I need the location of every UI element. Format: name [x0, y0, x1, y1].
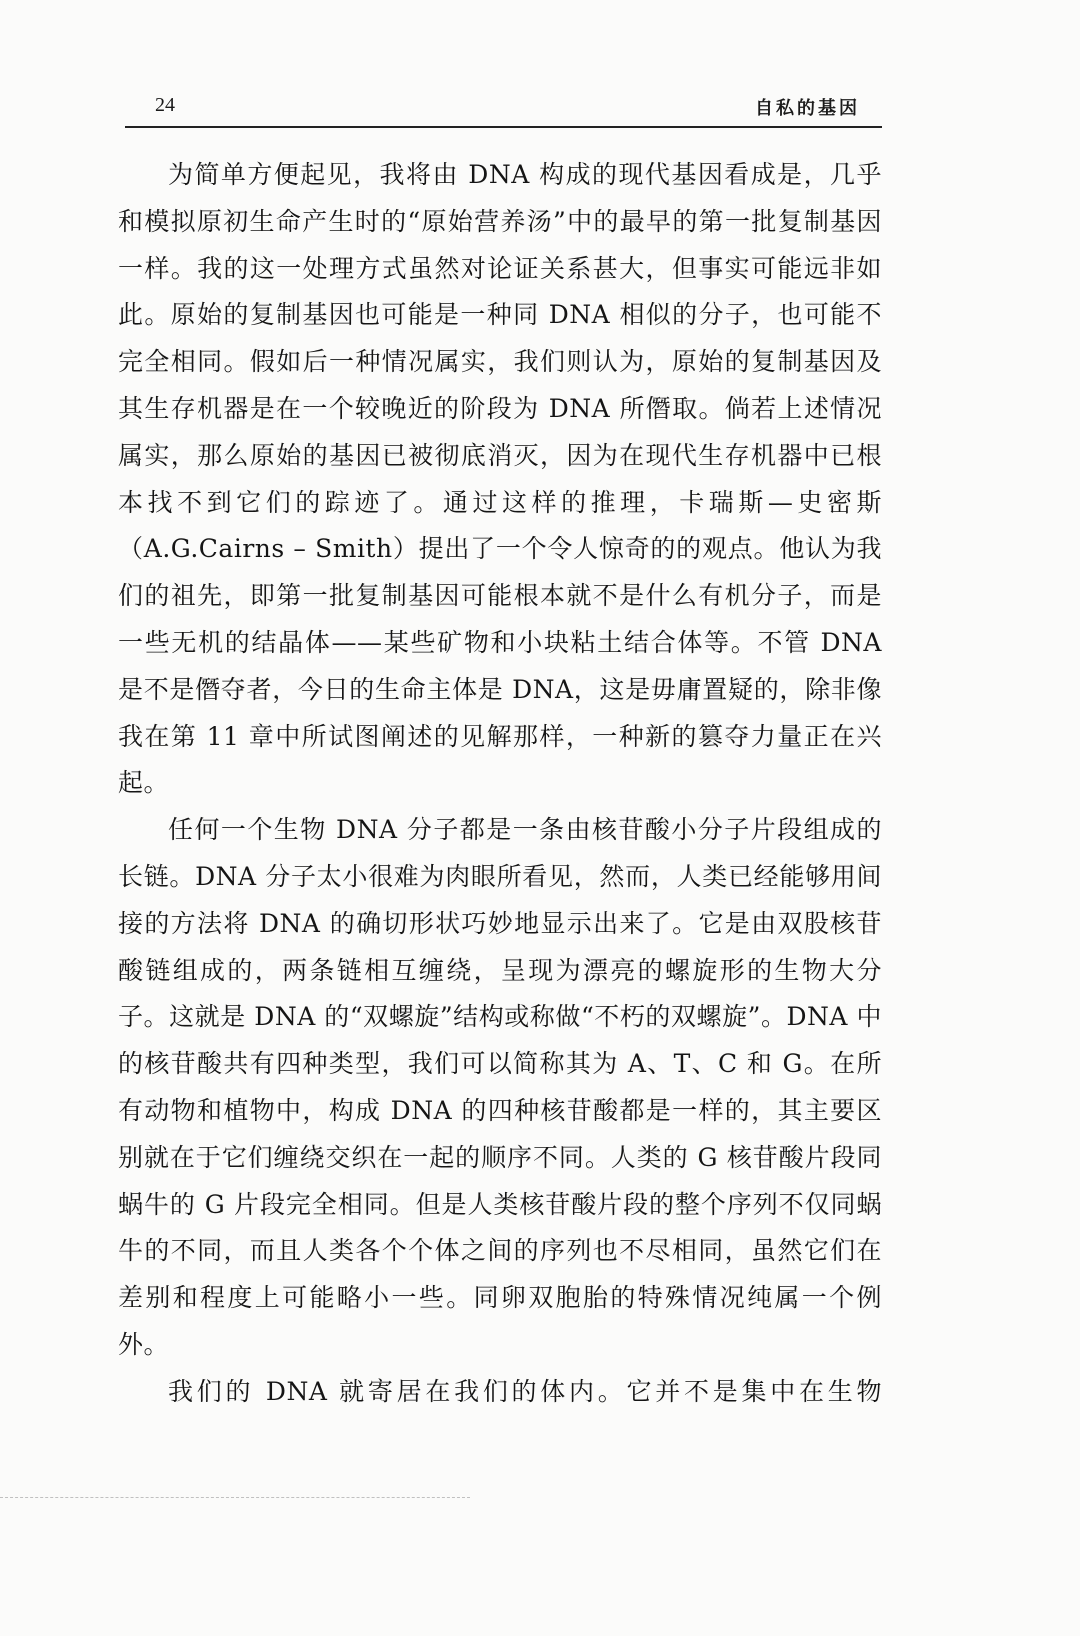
page-header: [125, 88, 880, 128]
paragraph-1: 为简单方便起见，我将由 DNA 构成的现代基因看成是，几乎和模拟原初生命产生时的“原始营养汤”中的最早的第一批复制基因一样。我的这一处理方式虽然对论证关系甚大，但事实可能远非如此。原始的复制基因也可能是一种同 DNA 相似的分子，也可能不完全相同。假如后一种情况属实，我们则认为，原始的复制基因及其生存机器是在一个较晚近的阶段为 DNA 所僭取。倘若上述情况属实，那么原始的基因已被彻底消灭，因为在现代生存机器中已根本找不到它们的踪迹了。通过这样的推理，卡瑞斯—史密斯（A.G.Cairns – Smith）提出了一个令人惊奇的的观点。他认为我们的祖先，即第一批复制基因可能根本就不是什么有机分子，而是一些无机的结晶体——某些矿物和小块粘土结合体等。不管 DNA 是不是僭夺者，今日的生命主体是 DNA，这是毋庸置疑的，除非像我在第 11 章中所试图阐述的见解那样，一种新的篡夺力量正在兴起。: [118, 160, 882, 798]
running-title: 自私的基因: [755, 98, 860, 119]
body-text: [118, 152, 882, 1416]
scan-artifact-line: [0, 1497, 470, 1498]
paragraph-3: 我们的 DNA 就寄居在我们的体内。它并不是集中在生物: [168, 1376, 882, 1406]
paragraph-2: 任何一个生物 DNA 分子都是一条由核苷酸小分子片段组成的长链。DNA 分子太小很难为肉眼所看见，然而，人类已经能够用间接的方法将 DNA 的确切形状巧妙地显示出来了。它是由双股核苷酸链组成的，两条链相互缠绕，呈现为漂亮的螺旋形的生物大分子。这就是 DNA 的“双螺旋”结构或称做“不朽的双螺旋”。DNA 中的核苷酸共有四种类型，我们可以简称其为 A、T、C 和 G。在所有动物和植物中，构成 DNA 的四种核苷酸都是一样的，其主要区别就在于它们缠绕交织在一起的顺序不同。人类的 G 核苷酸片段同蜗牛的 G 片段完全相同。但是人类核苷酸片段的整个序列不仅同蜗牛的不同，而且人类各个个体之间的序列也不尽相同，虽然它们在差别和程度上可能略小一些。同卵双胞胎的特殊情况纯属一个例外。: [118, 815, 882, 1359]
header-rule: [125, 126, 882, 128]
page-number: 24: [155, 94, 175, 116]
